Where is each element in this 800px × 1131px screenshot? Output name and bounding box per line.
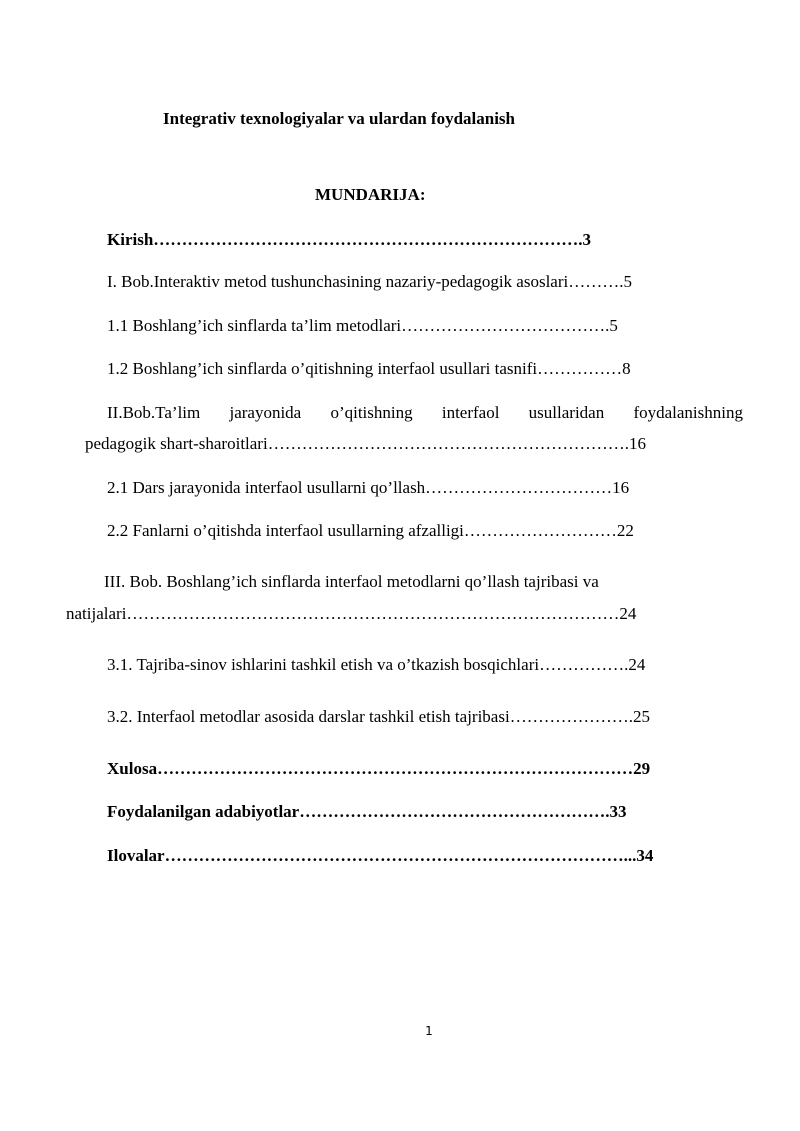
toc-entry-chapter-1: I. Bob.Interaktiv metod tushunchasining nazariy-pedagogik asoslari……….5 — [107, 272, 632, 291]
toc-entry-chapter-2-line-1: II.Bob.Ta’lim jarayonida o’qitishning interfaol usullaridan foydalanishning — [107, 403, 743, 422]
toc-entry-section-1-1: 1.1 Boshlang’ich sinflarda ta’lim metodlari……………………………….5 — [107, 316, 618, 335]
toc-entry-section-2-2: 2.2 Fanlarni o’qitishda interfaol usullarning afzalligi………………………22 — [107, 521, 634, 540]
page-number: 1 — [425, 1024, 433, 1038]
toc-entry-chapter-3-line-1: III. Bob. Boshlang’ich sinflarda interfaol metodlarni qo’llash tajribasi va — [104, 572, 599, 591]
toc-entry-xulosa: Xulosa…………………………………………………………………………29 — [107, 759, 651, 778]
toc-entry-section-2-1: 2.1 Dars jarayonida interfaol usullarni qo’llash……………………………16 — [107, 478, 630, 497]
toc-entry-adabiyotlar: Foydalanilgan adabiyotlar……………………………………………….33 — [107, 802, 627, 821]
toc-entry-section-3-2: 3.2. Interfaol metodlar asosida darslar tashkil etish tajribasi………………….25 — [107, 707, 650, 726]
toc-entry-kirish: Kirish………………………………………………………………….3 — [107, 230, 592, 249]
toc-entry-ilovalar: Ilovalar………………………………………………………………………...34 — [107, 846, 654, 865]
toc-entry-section-1-2: 1.2 Boshlang’ich sinflarda o’qitishning interfaol usullari tasnifi……………8 — [107, 359, 631, 378]
toc-entry-chapter-3-line-2: natijalari……………………………………………………………………………24 — [66, 604, 637, 623]
toc-entry-chapter-2-line-2: pedagogik shart-sharoitlari……………………………………………………….16 — [85, 434, 646, 453]
document-title: Integrativ texnologiyalar va ulardan foydalanish — [163, 109, 515, 128]
toc-heading: MUNDARIJA: — [315, 185, 426, 204]
toc-entry-section-3-1: 3.1. Tajriba-sinov ishlarini tashkil etish va o’tkazish bosqichlari…………….24 — [107, 655, 646, 674]
